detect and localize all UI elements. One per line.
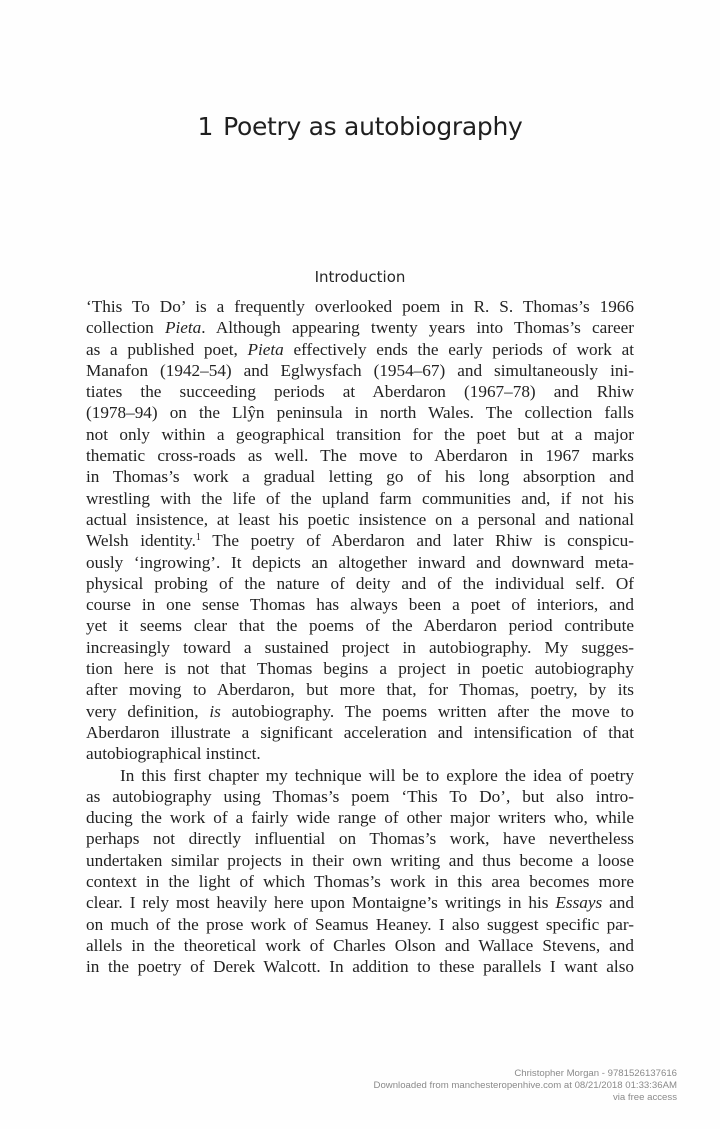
text-line: ‘This To Do’ is a frequently overlooked poem in R. S. Thomas’s 1966	[86, 297, 634, 316]
text-line: yet it seems clear that the poems of the Aberdaron period contribute	[86, 616, 634, 636]
text-line: in the poetry of Derek Walcott. In addition to these parallels I want also	[86, 957, 634, 977]
text-line: physical probing of the nature of deity and of the individual self. Of	[86, 573, 634, 593]
text-line: (1978–94) on the Llŷn peninsula in north Wales. The collection falls	[86, 403, 634, 423]
text-line: undertaken similar projects in their own writing and thus become a loose	[86, 850, 634, 870]
footer-access-note: via free access	[613, 1092, 677, 1103]
text-line: very definition, is autobiography. The poems written after the move to	[86, 701, 634, 721]
download-footer	[374, 1068, 677, 1104]
text-line: increasingly toward a sustained project in autobiography. My sugges-	[86, 637, 634, 657]
text-line: Aberdaron illustrate a significant acceleration and intensification of that	[86, 722, 634, 742]
text-line: In this first chapter my technique will be to explore the idea of poetry	[120, 765, 634, 785]
text-line: ducing the work of a fairly wide range of other major writers who, while	[86, 808, 634, 828]
section-heading: Introduction	[314, 268, 406, 286]
body-text	[86, 296, 634, 978]
chapter-title	[0, 112, 720, 141]
footer-author-isbn: Christopher Morgan - 9781526137616	[514, 1068, 677, 1079]
text-line: perhaps not directly influential on Thomas’s work, have nevertheless	[86, 829, 634, 849]
chapter-number: 1	[197, 112, 214, 141]
text-line: as autobiography using Thomas’s poem ‘This To Do’, but also intro-	[86, 786, 634, 806]
text-line: tiates the succeeding periods at Aberdaron (1967–78) and Rhiw	[86, 382, 634, 402]
italic-title: Pieta	[164, 318, 202, 338]
text-line: thematic cross-roads as well. The move to Aberdaron in 1967 marks	[86, 446, 634, 466]
italic-title: Pieta	[247, 339, 284, 359]
text-line: not only within a geographical transition for the poet but at a major	[86, 424, 634, 444]
text-line: course in one sense Thomas has always been a poet of interiors, and	[86, 595, 634, 615]
italic-title: Essays	[555, 893, 603, 913]
text-line: clear. I rely most heavily here upon Montaigne’s writings in his Essays and	[86, 893, 634, 913]
text-line: Manafon (1942–54) and Eglwysfach (1954–67) and simultaneously ini-	[86, 360, 634, 380]
text-line: context in the light of which Thomas’s work in this area becomes more	[86, 872, 634, 892]
text-line: Welsh identity.$^1$ The poetry of Aberdaron and later Rhiw is conspicu-	[86, 531, 634, 551]
text-line: collection Pieta. Although appearing twenty years into Thomas’s career	[86, 318, 634, 338]
text-line: in Thomas’s work a gradual letting go of his long absorption and	[86, 467, 634, 487]
text-line: tion here is not that Thomas begins a project in poetic autobiography	[86, 659, 634, 679]
footnote-marker[interactable]: 1	[195, 532, 201, 544]
text-line: after moving to Aberdaron, but more that, for Thomas, poetry, by its	[86, 680, 634, 700]
text-line: as a published poet, Pieta effectively ends the early periods of work at	[86, 339, 634, 359]
text-line: on much of the prose work of Seamus Heaney. I also suggest specific par-	[86, 914, 634, 934]
text-line: ously ‘ingrowing’. It depicts an altogether inward and downward meta-	[86, 552, 634, 572]
text-line: wrestling with the life of the upland farm communities and, if not his	[86, 488, 634, 508]
text-line: actual insistence, at least his poetic insistence on a personal and national	[86, 509, 634, 529]
italic-title: is	[209, 701, 221, 721]
text-line: allels in the theoretical work of Charles Olson and Wallace Stevens, and	[86, 935, 634, 955]
chapter-title-text: Poetry as autobiography	[223, 112, 523, 141]
footer-download-info: Downloaded from manchesteropenhive.com at 08/21/2018 01:33:36AM	[373, 1080, 677, 1091]
text-line: autobiographical instinct.	[86, 744, 261, 764]
